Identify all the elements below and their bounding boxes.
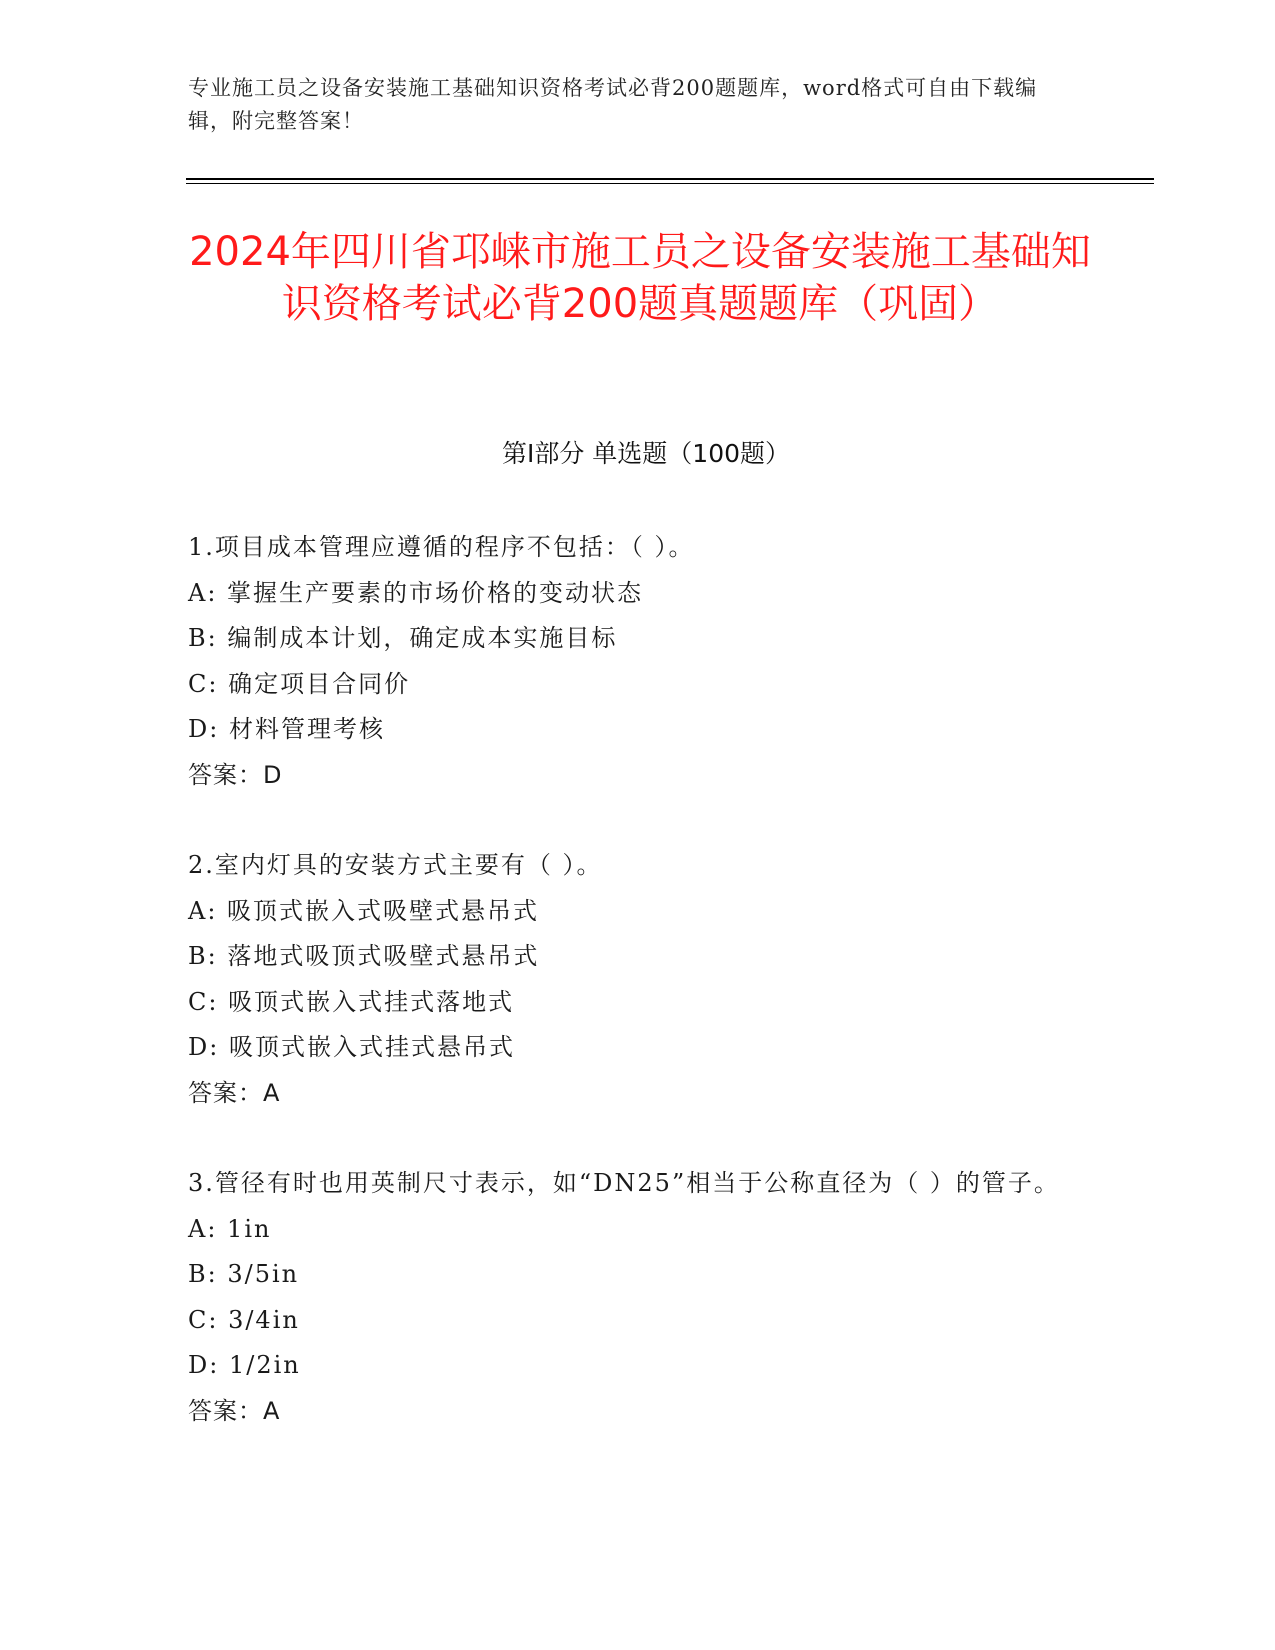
option-b: B: 3/5in [188, 1260, 300, 1288]
option-c: C: 3/4in [188, 1305, 300, 1334]
option-a: A: 1in [188, 1214, 272, 1243]
option-d: D: 1/2in [188, 1351, 301, 1379]
question-stem: 2.室内灯具的安装方式主要有（ ）。 [188, 851, 603, 879]
header-divider-thick [186, 178, 1154, 180]
question-item [188, 525, 1088, 798]
question-item [188, 1161, 1088, 1434]
option-d: D: 材料管理考核 [188, 715, 385, 743]
question-list [188, 525, 1088, 1479]
option-b: B: 落地式吸顶式吸壁式悬吊式 [188, 942, 540, 970]
option-c: C: 吸顶式嵌入式挂式落地式 [188, 987, 515, 1016]
answer: 答案：D [188, 760, 283, 789]
answer: 答案：A [188, 1396, 281, 1425]
header-divider-thin [186, 183, 1154, 184]
question-stem: 1.项目成本管理应遵循的程序不包括：（ ）。 [188, 533, 695, 561]
option-c: C: 确定项目合同价 [188, 669, 411, 698]
document-title: 2024年四川省邛崃市施工员之设备安装施工基础知识资格考试必背200题真题题库（巩固） [189, 229, 1091, 327]
option-a: A: 吸顶式嵌入式吸壁式悬吊式 [188, 896, 540, 925]
section-title: 第I部分 单选题（100题） [501, 439, 791, 468]
header-note: 专业施工员之设备安装施工基础知识资格考试必背200题题库，word格式可自由下载编辑，附完整答案！ [188, 76, 1038, 133]
question-item [188, 843, 1088, 1116]
option-d: D: 吸顶式嵌入式挂式悬吊式 [188, 1033, 515, 1061]
answer: 答案：A [188, 1078, 281, 1107]
question-stem: 3.管径有时也用英制尺寸表示，如“DN25”相当于公称直径为（ ）的管子。 [188, 1169, 1060, 1197]
option-a: A: 掌握生产要素的市场价格的变动状态 [188, 578, 644, 607]
option-b: B: 编制成本计划，确定成本实施目标 [188, 624, 618, 652]
